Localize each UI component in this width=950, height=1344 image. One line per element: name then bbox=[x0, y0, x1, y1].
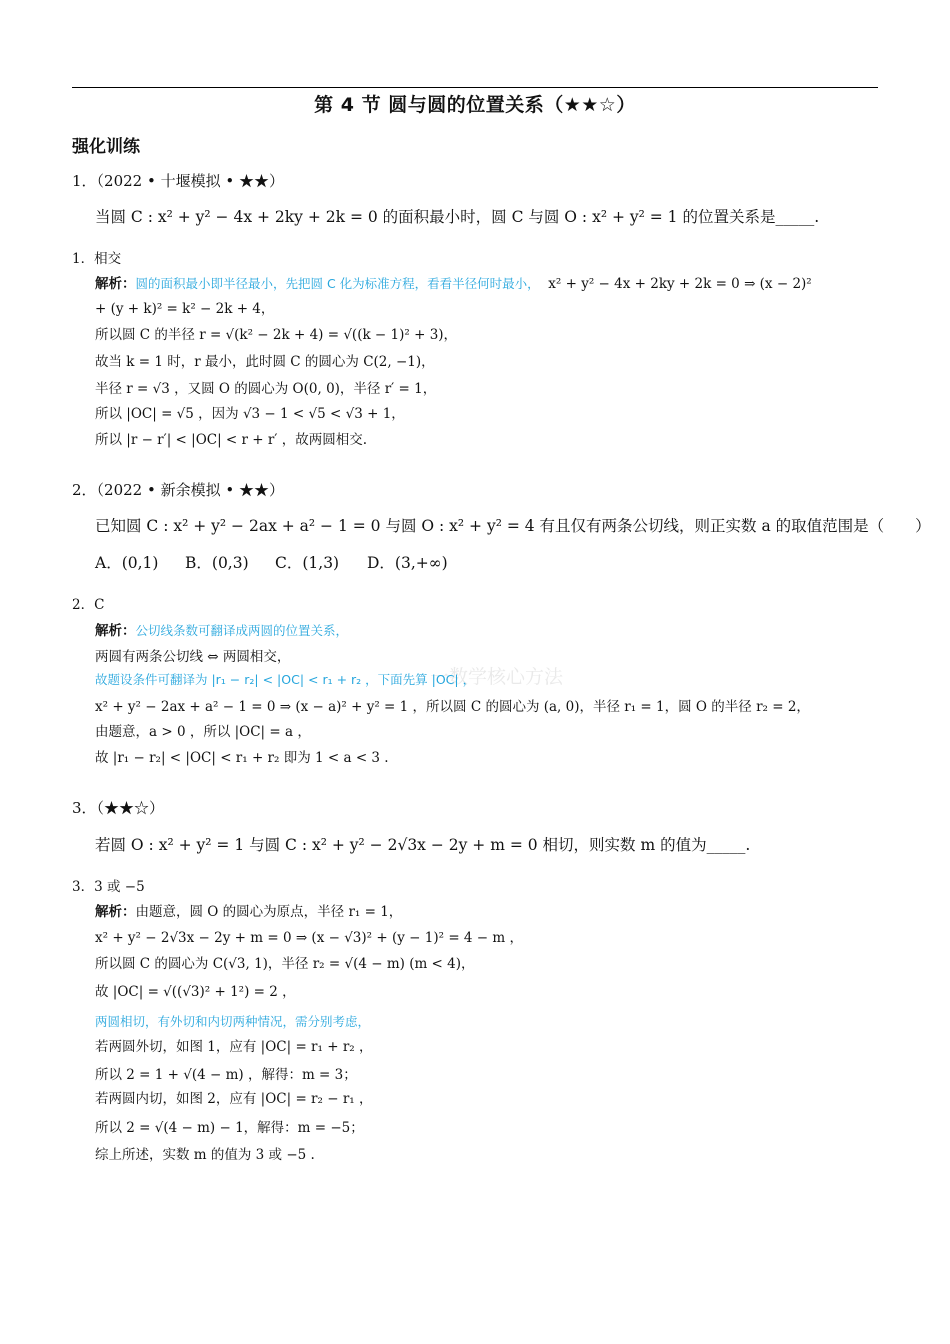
q2-header: 2．（2022 • 新余模拟 • ★★） bbox=[72, 481, 284, 499]
q2-line: 由题意，a > 0 ，所以 |OC| = a ， bbox=[95, 724, 311, 740]
q3-line: 若两圆内切，如图 2，应有 |OC| = r₂ − r₁ ， bbox=[95, 1091, 373, 1107]
q3-line: 所以圆 C 的圆心为 C(√3, 1)，半径 r₂ = √(4 − m) (m < 4)， bbox=[95, 956, 475, 972]
q1-solution-label: 解析： bbox=[95, 276, 136, 292]
q2-option-c: C．(1,3) bbox=[275, 554, 340, 572]
page-title: 第 4 节 圆与圆的位置关系（★★☆） bbox=[314, 94, 636, 116]
q2-option-d: D．(3,+∞) bbox=[367, 554, 448, 572]
q2-solution-label: 解析： bbox=[95, 623, 136, 639]
q1-line: 所以 |OC| = √5 ，因为 √3 − 1 < √5 < √3 + 1， bbox=[95, 406, 405, 422]
q1-hint-math: x² + y² − 4x + 2ky + 2k = 0 ⇒ (x − 2)² bbox=[548, 276, 812, 292]
section-title: 强化训练 bbox=[72, 137, 140, 157]
q1-header: 1．（2022 • 十堰模拟 • ★★） bbox=[72, 172, 284, 190]
q2-hint: 公切线条数可翻译成两圆的位置关系， bbox=[135, 623, 349, 638]
q3-header: 3．（★★☆） bbox=[72, 799, 165, 817]
header-rule bbox=[72, 87, 878, 88]
q1-stem: 当圆 C : x² + y² − 4x + 2ky + 2k = 0 的面积最小时，圆 C 与圆 O : x² + y² = 1 的位置关系是_____. bbox=[95, 208, 820, 226]
q1-solution-first-line bbox=[95, 272, 812, 292]
q1-line: 故当 k = 1 时，r 最小，此时圆 C 的圆心为 C(2, −1)， bbox=[95, 354, 435, 370]
watermark: 一数学核心方法 bbox=[430, 666, 564, 688]
q2-option-a: A．(0,1) bbox=[95, 554, 159, 572]
q1-line: + (y + k)² = k² − 2k + 4， bbox=[95, 301, 275, 317]
q3-answer: 3．3 或 −5 bbox=[72, 879, 145, 895]
q2-answer: 2．C bbox=[72, 597, 105, 613]
q2-hint-2: 故题设条件可翻译为 |r₁ − r₂| < |OC| < r₁ + r₂ ，下面先算 |OC| ， bbox=[95, 672, 476, 687]
q3-line: 综上所述，实数 m 的值为 3 或 −5 . bbox=[95, 1147, 315, 1163]
q3-line: 故 |OC| = √((√3)² + 1²) = 2 ， bbox=[95, 984, 296, 1000]
q3-stem: 若圆 O : x² + y² = 1 与圆 C : x² + y² − 2√3x − 2y + m = 0 相切，则实数 m 的值为_____. bbox=[95, 836, 751, 854]
q3-hint: 两圆相切，有外切和内切两种情况，需分别考虑， bbox=[95, 1014, 371, 1029]
q1-line: 所以 |r − r′| < |OC| < r + r′ ，故两圆相交. bbox=[95, 432, 367, 448]
q1-hint: 圆的面积最小即半径最小，先把圆 C 化为标准方程，看看半径何时最小， bbox=[135, 276, 540, 291]
q3-solution-first-line bbox=[95, 900, 402, 920]
q3-line: 所以 2 = √(4 − m) − 1，解得：m = −5； bbox=[95, 1120, 364, 1136]
q3-line: 由题意，圆 O 的圆心为原点，半径 r₁ = 1， bbox=[135, 904, 403, 920]
q1-line: 所以圆 C 的半径 r = √(k² − 2k + 4) = √((k − 1)² + 3)， bbox=[95, 327, 458, 343]
q2-option-b: B．(0,3) bbox=[185, 554, 249, 572]
q1-line: 半径 r = √3 ，又圆 O 的圆心为 O(0, 0)，半径 r′ = 1， bbox=[95, 381, 437, 397]
q3-line: x² + y² − 2√3x − 2y + m = 0 ⇒ (x − √3)² + (y − 1)² = 4 − m ， bbox=[95, 930, 523, 946]
q3-solution-label: 解析： bbox=[95, 904, 136, 920]
q2-line: x² + y² − 2ax + a² − 1 = 0 ⇒ (x − a)² + y² = 1 ，所以圆 C 的圆心为 (a, 0)，半径 r₁ = 1，圆 O 的半径 r₂ = 2， bbox=[95, 699, 810, 715]
q2-line: 故 |r₁ − r₂| < |OC| < r₁ + r₂ 即为 1 < a < 3 . bbox=[95, 750, 389, 766]
q3-line: 所以 2 = 1 + √(4 − m) ，解得：m = 3； bbox=[95, 1067, 357, 1083]
q3-line: 若两圆外切，如图 1，应有 |OC| = r₁ + r₂ ， bbox=[95, 1039, 373, 1055]
q2-stem: 已知圆 C : x² + y² − 2ax + a² − 1 = 0 与圆 O : x² + y² = 4 有且仅有两条公切线，则正实数 a 的取值范围是（ ） bbox=[95, 517, 931, 535]
q2-solution-first-line bbox=[95, 619, 348, 639]
q2-line: 两圆有两条公切线 ⇔ 两圆相交， bbox=[95, 649, 291, 665]
q1-answer: 1．相交 bbox=[72, 251, 122, 267]
